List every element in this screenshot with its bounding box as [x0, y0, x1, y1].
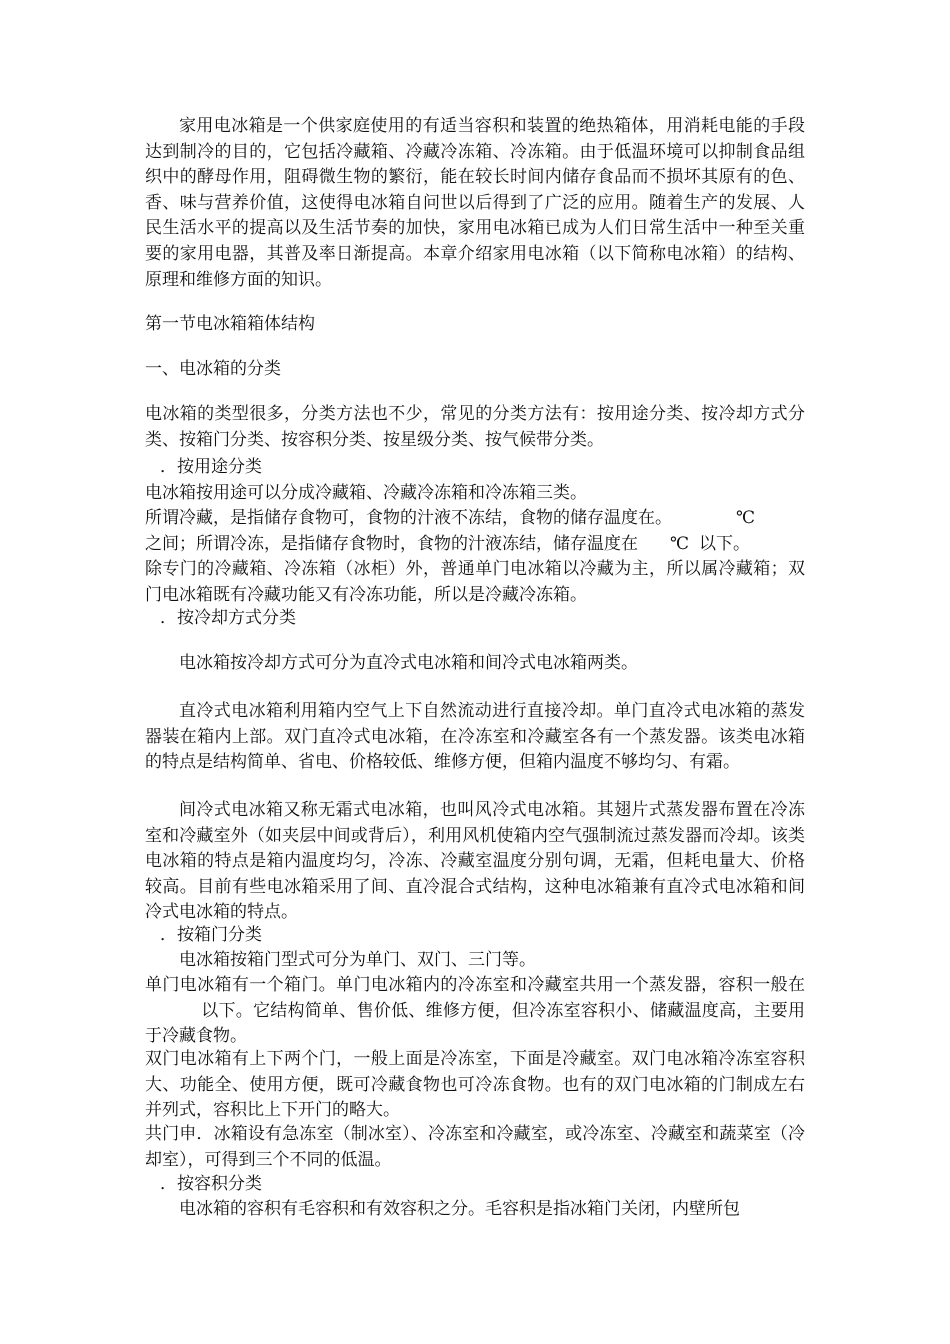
by-use-line3 — [145, 532, 805, 558]
intro-paragraph: 家用电冰箱是一个供家庭使用的有适当容积和装置的绝热箱体，用消耗电能的手段达到制冷的目的，它包括冷藏箱、冷藏冷冻箱、冷冻箱。由于低温环境可以抑制食品组织中的酵母作用，阻碍微生物的繁衍，能在较长时间内储存食品而不损坏其原有的色、香、味与营养价值，这使得电冰箱自问世以后得到了广泛的应用。随着生产的发展、人民生活水平的提高以及生活节奏的加快，家用电冰箱已成为人们日常生活中一种至关重要的家用电器，其普及率日渐提高。本章介绍家用电冰箱（以下简称电冰箱）的结构、原理和维修方面的知识。 — [145, 116, 805, 290]
by-use-line3-text: 之间；所谓冷冻，是指储存食物时，食物的汁液冻结，储存温度在 — [145, 534, 638, 554]
celsius-unit: ℃ — [670, 534, 690, 554]
by-use-line2-text: 所谓冷藏，是指储存食物可，食物的汁液不冻结，食物的储存温度在。 — [145, 508, 672, 528]
by-use-heading: ．按用途分类 — [160, 457, 262, 477]
by-volume-intro: 电冰箱的容积有毛容积和有效容积之分。毛容积是指冰箱门关闭，内壁所包 — [179, 1199, 740, 1219]
by-cooling-heading: ．按冷却方式分类 — [160, 608, 296, 628]
single-door-text-b: 以下。它结构简单、售价低、维修方便，但冷冻室容积小、储藏温度高，主要用于冷藏食物。 — [145, 1000, 805, 1047]
by-use-line1: 电冰箱按用途可以分成冷藏箱、冷藏冷冻箱和冷冻箱三类。 — [145, 483, 587, 503]
by-door-intro: 电冰箱按箱门型式可分为单门、双门、三门等。 — [179, 950, 536, 970]
triple-door-paragraph: 共门申．冰箱设有急冻室（制冰室）、冷冻室和冷藏室，或冷冻室、冷藏室和蔬菜室（冷却室），可得到三个不同的低温。 — [145, 1124, 805, 1170]
indirect-cooling-paragraph: 间冷式电冰箱又称无霜式电冰箱，也叫风冷式电冰箱。其翅片式蒸发器布置在冷冻室和冷藏室外（如夹层中间或背后），利用风机使箱内空气强制流过蒸发器而冷却。该类电冰箱的特点是箱内温度均匀，冷冻、冷藏室温度分别句调，无霜，但耗电量大、价格较高。目前有些电冰箱采用了间、直冷混合式结构，这种电冰箱兼有直冷式电冰箱和间冷式电冰箱的特点。 — [145, 800, 805, 923]
single-door-text-a: 单门电冰箱有一个箱门。单门电冰箱内的冷冻室和冷藏室共用一个蒸发器，容积一般在 — [145, 975, 805, 995]
classification-intro: 电冰箱的类型很多，分类方法也不少，常见的分类方法有：按用途分类、按冷却方式分类、按箱门分类、按容积分类、按星级分类、按气候带分类。 — [145, 404, 805, 450]
by-door-heading: ．按箱门分类 — [160, 925, 262, 945]
direct-cooling-paragraph: 直冷式电冰箱利用箱内空气上下自然流动进行直接冷却。单门直冷式电冰箱的蒸发器装在箱内上部。双门直冷式电冰箱，在冷冻室和冷藏室各有一个蒸发器。该类电冰箱的特点是结构简单、省电、价格较低、维修方便，但箱内温度不够均匀、有霜。 — [145, 701, 805, 773]
single-door-paragraph — [145, 973, 805, 1050]
by-use-line2 — [145, 506, 805, 532]
by-use-paragraph: 除专门的冷藏箱、冷冻箱（冰柜）外，普通单门电冰箱以冷藏为主，所以属冷藏箱；双门电冰箱既有冷藏功能又有冷冻功能，所以是冷藏冷冻箱。 — [145, 559, 805, 605]
section-title: 第一节电冰箱箱体结构 — [145, 314, 315, 334]
double-door-paragraph: 双门电冰箱有上下两个门，一般上面是冷冻室，下面是冷藏室。双门电冰箱冷冻室容积大、功能全、使用方便，既可冷藏食物也可冷冻食物。也有的双门电冰箱的门制成左右并列式，容积比上下开门的略大。 — [145, 1049, 805, 1121]
subsection-title: 一、电冰箱的分类 — [145, 359, 281, 379]
celsius-unit: ℃ — [736, 508, 756, 528]
by-cooling-intro: 电冰箱按冷却方式可分为直冷式电冰箱和间冷式电冰箱两类。 — [179, 653, 638, 673]
by-volume-heading: ．按容积分类 — [160, 1174, 262, 1194]
by-use-line3-tail: 以下。 — [699, 534, 751, 554]
